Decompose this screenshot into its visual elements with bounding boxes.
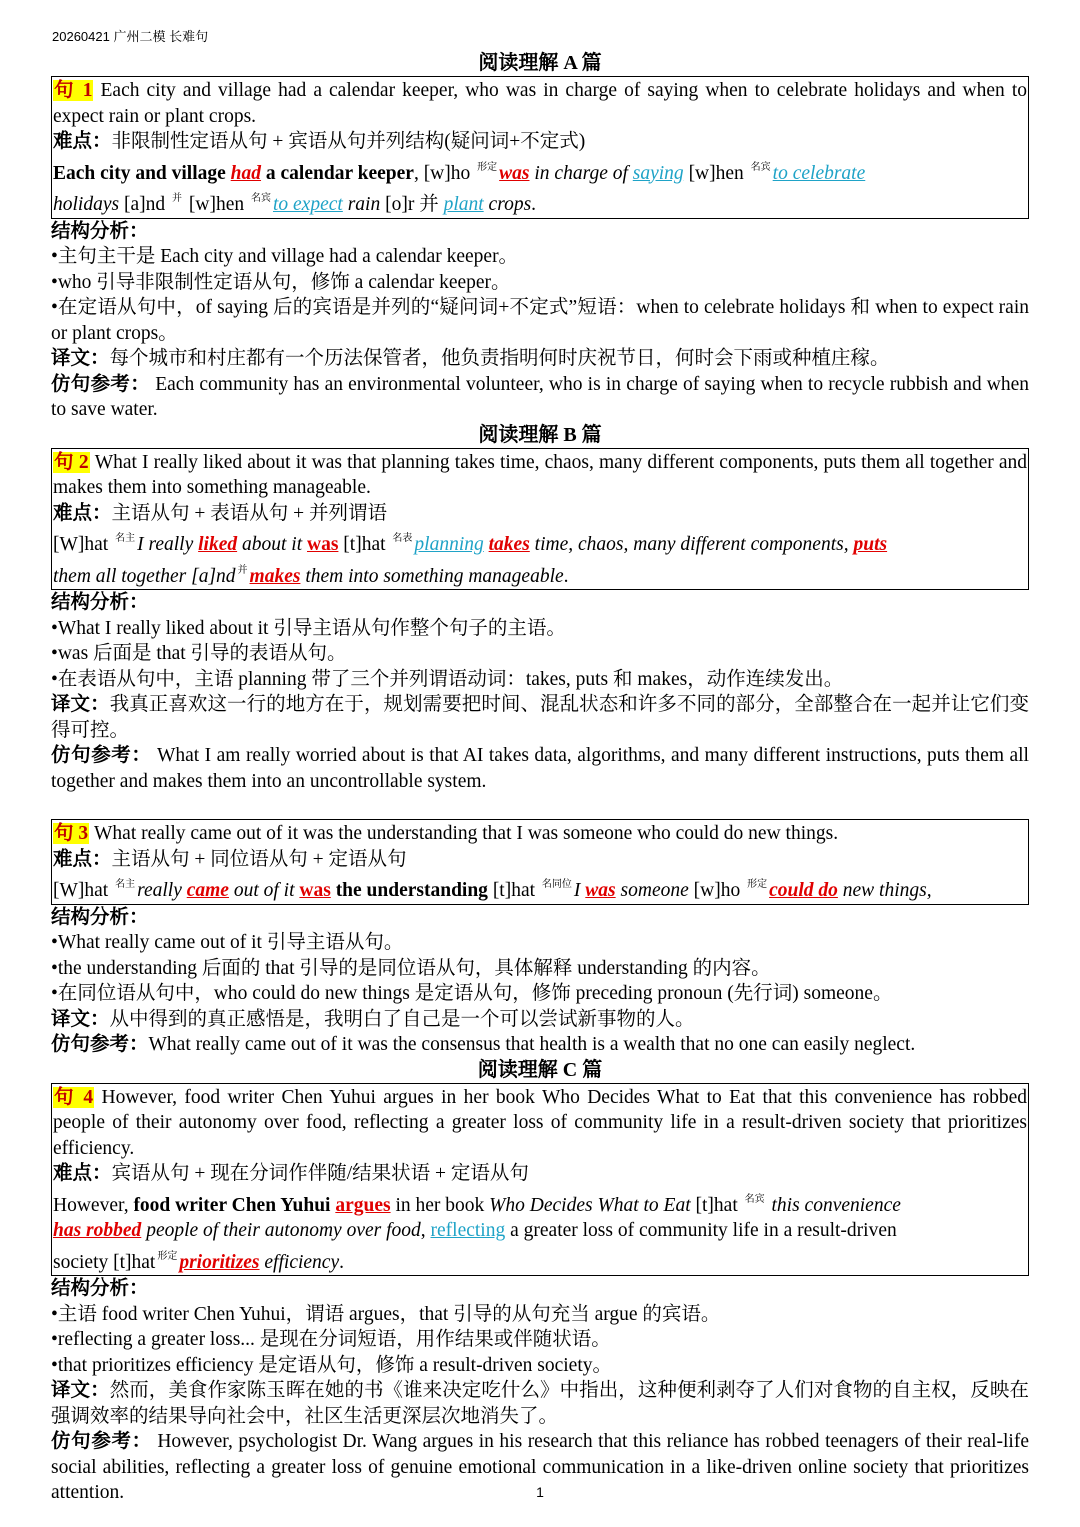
difficulty-label: 难点： (53, 1163, 112, 1184)
sentence-4-body: However, food writer Chen Yuhui argues in her book Who Decides What to Eat that this convenience has robbed people of their autonomy over food, reflecting a greater loss of community life in a result-driven society that prioritizes efficiency. (53, 1086, 1027, 1159)
sentence-1-translation (51, 346, 1029, 372)
ann-text: [W]hat (53, 534, 114, 555)
sentence-1-text (53, 78, 1027, 129)
sentence-4-text (53, 1085, 1027, 1162)
sentence-2-text (53, 450, 1027, 501)
ann-text: Each city and village (53, 162, 231, 184)
sentence-1-annotated (53, 155, 1027, 187)
ann-sup: 名同位 (541, 879, 572, 890)
spacer (51, 794, 1029, 819)
ann-text: I (573, 880, 586, 901)
analysis-item: •在定语从句中，of saying 后的宾语是并列的“疑问词+不定式”短语：when to celebrate holidays 和 when to expect rain or plant crops。 (51, 297, 1029, 344)
ann-verb: was (299, 880, 331, 901)
ann-nonfinite: plant (443, 194, 484, 215)
ann-verb: had (230, 162, 262, 184)
difficulty-text: 主语从句 + 表语从句 + 并列谓语 (111, 502, 388, 524)
ann-sup: 名宾 (250, 193, 271, 204)
ann-sup: 形定 (477, 161, 498, 173)
ann-sup: 并 (172, 193, 182, 204)
ann-text: . (563, 565, 569, 587)
translation-text: 我真正喜欢这一行的地方在于，规划需要把时间、混乱状态和许多不同的部分，全部整合在一起并让它们变得可控。 (51, 694, 1029, 741)
translation-text: 每个城市和村庄都有一个历法保管者，他负责指明何时庆祝节日，何时会下雨或种植庄稼。 (109, 348, 890, 369)
ann-text: [w]hen (683, 162, 749, 184)
analysis-item: •was 后面是 that 引导的表语从句。 (51, 643, 347, 664)
ann-nonfinite: reflecting (430, 1220, 506, 1241)
ann-text: someone (615, 880, 694, 901)
ann-verb: has robbed (53, 1220, 142, 1241)
ann-text: [w]ho (693, 880, 746, 901)
ann-text: the understanding (335, 880, 488, 901)
ann-text: them all together [a]nd (53, 565, 236, 587)
ann-text: in her book (390, 1194, 490, 1216)
difficulty-label: 难点： (53, 131, 112, 152)
sentence-2-annotated-2 (53, 558, 1027, 590)
ann-text: really (137, 880, 187, 901)
analysis-item: •主语 food writer Chen Yuhui，谓语 argues，that 引导的从句充当 argue 的宾语。 (51, 1303, 721, 1325)
ann-subject: planning (414, 534, 484, 555)
ann-text: about it (237, 534, 307, 555)
ann-text: society [t]hat (53, 1251, 156, 1273)
ann-nonfinite: to expect (272, 194, 343, 215)
ann-sup: 形定 (747, 879, 768, 890)
imitation-text: What I am really worried about is that AI takes data, algorithms, and many different instructions, puts them all together and makes them into an uncontrollable system. (51, 745, 1029, 792)
sentence-2-translation (51, 692, 1029, 743)
doc-header: 20260421 广州二模 长难句 (52, 29, 209, 44)
ann-verb: was (585, 880, 616, 901)
ann-verb: came (186, 880, 229, 901)
ann-sup: 名宾 (744, 1193, 765, 1205)
ann-verb: argues (335, 1194, 391, 1216)
sentence-4-annotated-2 (53, 1218, 1027, 1244)
ann-sup: 形定 (157, 1250, 178, 1262)
analysis-item: •that prioritizes efficiency 是定语从句，修饰 a result-driven society。 (51, 1354, 612, 1376)
ann-text: a calendar keeper (261, 162, 414, 184)
ann-verb: was (499, 162, 530, 184)
translation-text: 然而，美食作家陈玉晖在她的书《谁来决定吃什么》中指出，这种便利剥夺了人们对食物的自主权，反映在强调效率的结果导向社会中，社区生活更深层次地消失了。 (51, 1380, 1029, 1427)
ann-sup: 并 (237, 564, 248, 576)
ann-text: this convenience (766, 1194, 901, 1216)
sentence-1-tag: 句 1 (54, 80, 93, 101)
ann-text: . (339, 1251, 344, 1273)
sentence-3-body: What really came out of it was the understanding that I was someone who could do new things. (89, 823, 839, 844)
sentence-3-imitation (51, 1032, 1029, 1058)
sentence-3-difficulty (53, 847, 1027, 873)
ann-verb: makes (249, 565, 301, 587)
analysis-item: •在表语从句中，主语 planning 带了三个并列谓语动词：takes, puts 和 makes，动作连续发出。 (51, 668, 844, 690)
sentence-2-box (51, 448, 1029, 591)
imitation-text: What really came out of it was the consensus that health is a wealth that no one can easily neglect. (148, 1034, 916, 1055)
sentence-4-translation (51, 1378, 1029, 1429)
translation-label: 译文： (51, 1380, 110, 1401)
difficulty-text: 非限制性定语从句 + 宾语从句并列结构(疑问词+不定式) (111, 131, 586, 152)
difficulty-label: 难点： (53, 502, 112, 524)
analysis-item: •reflecting a greater loss... 是现在分词短语，用作结果或伴随状语。 (51, 1329, 611, 1350)
sentence-1-box (51, 76, 1029, 219)
section-a-title: 阅读理解 A 篇 (478, 52, 602, 74)
translation-label: 译文： (51, 348, 110, 369)
sentence-2-difficulty (53, 501, 1027, 527)
ann-text: . (531, 194, 537, 215)
imitation-text: Each community has an environmental volunteer, who is in charge of saying when to recycle rubbish and when to save water. (51, 373, 1029, 420)
sentence-3-text (53, 821, 1027, 847)
ann-text: [W]hat (53, 880, 114, 901)
sentence-4-tag: 句 4 (54, 1086, 94, 1108)
analysis-item: •What really came out of it 引导主语从句。 (51, 932, 404, 953)
ann-text: holidays (53, 194, 120, 215)
sentence-3-analysis-label: 结构分析： (51, 906, 149, 928)
page-number: 1 (536, 1484, 544, 1500)
sentence-1-difficulty (53, 129, 1027, 155)
analysis-item: •the understanding 后面的 that 引导的是同位语从句，具体解释 understanding 的内容。 (51, 957, 771, 979)
sentence-3-tag: 句 3 (54, 823, 89, 844)
analysis-item: •What I really liked about it 引导主语从句作整个句子的主语。 (51, 617, 566, 639)
translation-label: 译文： (51, 694, 110, 715)
ann-text: [a]nd (119, 194, 170, 215)
sentence-2-annotated (53, 526, 1027, 558)
ann-text: , [w]ho (413, 162, 476, 184)
ann-text: [t]hat (690, 1194, 743, 1216)
ann-verb: takes (488, 534, 530, 555)
ann-verb: was (307, 534, 339, 555)
difficulty-text: 宾语从句 + 现在分词作伴随/结果状语 + 定语从句 (111, 1163, 529, 1184)
ann-text: people of their autonomy over food (141, 1220, 421, 1241)
sentence-4-annotated-3 (53, 1244, 1027, 1276)
sentence-3-translation (51, 1007, 1029, 1033)
ann-book-title: Who Decides What to Eat (489, 1194, 691, 1216)
ann-sup: 名主 (115, 533, 136, 544)
ann-text: new things, (837, 880, 932, 901)
analysis-item: •在同位语从句中，who could do new things 是定语从句，修饰 preceding pronoun (先行词) someone。 (51, 983, 893, 1004)
ann-verb: puts (853, 534, 888, 555)
sentence-2-imitation (51, 743, 1029, 794)
ann-text: time, chaos, many different components, (529, 534, 854, 555)
imitation-label: 仿句参考： (51, 1431, 152, 1452)
translation-text: 从中得到的真正感悟是，我明白了自己是一个可以尝试新事物的人。 (109, 1008, 695, 1030)
ann-verb: prioritizes (179, 1251, 260, 1273)
analysis-item: •who 引导非限制性定语从句，修饰 a calendar keeper。 (51, 271, 511, 293)
sentence-4-difficulty (53, 1161, 1027, 1187)
sentence-1-annotated-2 (53, 186, 1027, 218)
ann-sup: 名表 (392, 533, 413, 544)
ann-text: [t]hat (487, 880, 540, 901)
imitation-label: 仿句参考： (51, 373, 151, 395)
sentence-4-box (51, 1083, 1029, 1277)
ann-text: efficiency (259, 1251, 340, 1273)
ann-verb: could do (769, 880, 838, 901)
section-c-title: 阅读理解 C 篇 (477, 1058, 603, 1081)
imitation-label: 仿句参考： (51, 745, 152, 766)
ann-text: However, (53, 1194, 134, 1216)
ann-sup: 名宾 (750, 161, 771, 173)
ann-sup: 名主 (115, 879, 136, 890)
sentence-2-tag: 句 2 (54, 451, 89, 473)
ann-text: in charge of (529, 162, 633, 184)
ann-subject: food writer Chen Yuhui (133, 1194, 331, 1216)
ann-text: crops (483, 194, 532, 215)
ann-nonfinite: to celebrate (772, 162, 866, 184)
translation-label: 译文： (51, 1008, 110, 1030)
sentence-2-analysis-label: 结构分析： (51, 592, 149, 613)
sentence-3-annotated (53, 872, 1027, 904)
ann-text: [o]r 并 (385, 194, 444, 215)
imitation-text: However, psychologist Dr. Wang argues in his research that this reliance has robbed teenagers of their real-life social abilities, reflecting a greater loss of genuine emotional communication in a like-driven online society that prioritizes attention. (51, 1431, 1029, 1503)
sentence-4-annotated (53, 1187, 1027, 1219)
ann-text: [w]hen (184, 194, 249, 215)
ann-text: a greater loss of community life in a result-driven (505, 1220, 897, 1241)
ann-text: rain (342, 194, 386, 215)
analysis-item: •主句主干是 Each city and village had a calendar keeper。 (51, 246, 519, 267)
document-body (51, 51, 1029, 1506)
sentence-4-analysis-label: 结构分析： (51, 1278, 149, 1299)
difficulty-label: 难点： (53, 848, 112, 870)
ann-text: out of it (228, 880, 300, 901)
imitation-label: 仿句参考： (51, 1034, 149, 1055)
sentence-1-analysis-label: 结构分析： (51, 220, 149, 242)
ann-text: , (420, 1220, 431, 1241)
ann-text: [t]hat (338, 534, 391, 555)
sentence-1-imitation (51, 372, 1029, 423)
section-b-title: 阅读理解 B 篇 (478, 423, 602, 446)
ann-text: I really (137, 534, 199, 555)
sentence-2-body: What I really liked about it was that planning takes time, chaos, many different components, puts them all together and makes them into something manageable. (53, 451, 1027, 498)
sentence-3-box (51, 819, 1029, 905)
ann-verb: liked (198, 534, 238, 555)
difficulty-text: 主语从句 + 同位语从句 + 定语从句 (111, 848, 407, 870)
ann-nonfinite: saying (632, 162, 684, 184)
ann-text: them into something manageable (300, 565, 564, 587)
sentence-1-body: Each city and village had a calendar keeper, who was in charge of saying when to celebrate holidays and when to expect rain or plant crops. (53, 80, 1027, 127)
